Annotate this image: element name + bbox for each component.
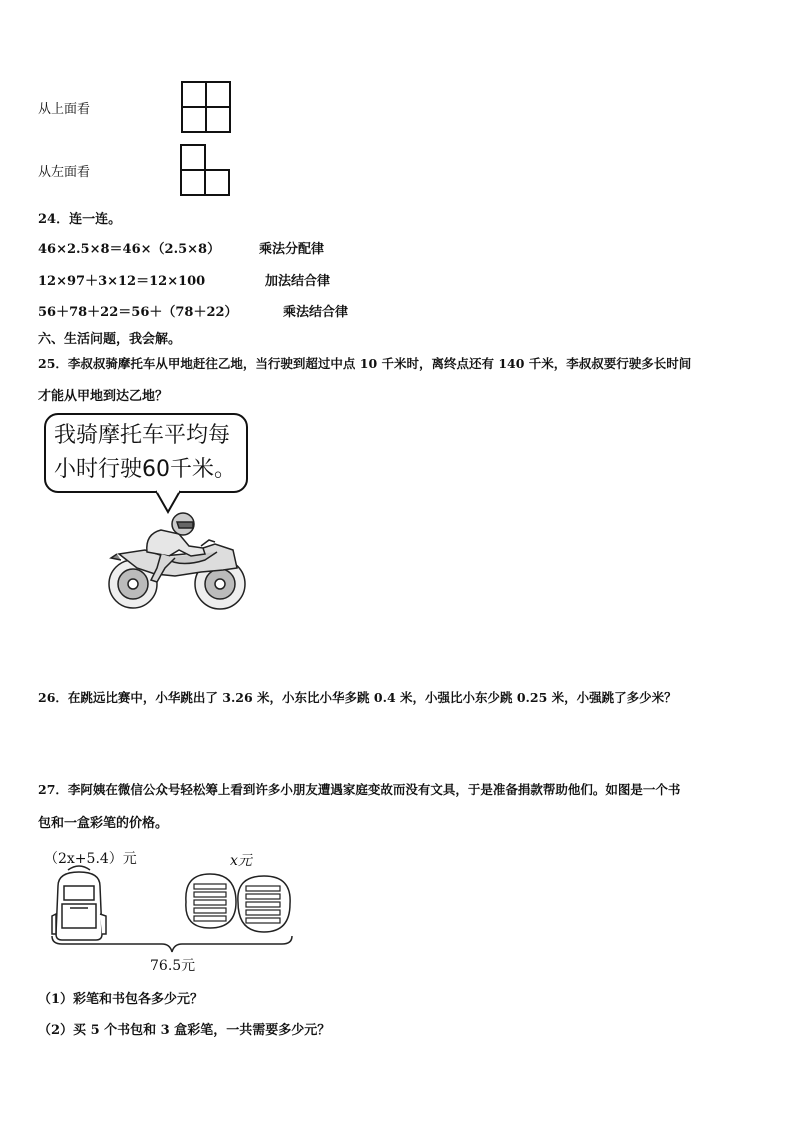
q24-expr-3: 56＋78＋22＝56＋（78＋22） (38, 305, 238, 320)
motorcycle-rider-illustration (105, 510, 250, 612)
total-price-label: 76.5元 (150, 958, 196, 974)
q24-expr-1: 46×2.5×8＝46×（2.5×8） (38, 242, 221, 257)
q24-law-1[interactable]: 乘法分配律 (259, 242, 325, 257)
q25-text-line2: 才能从甲地到达乙地？ (38, 389, 169, 404)
color-pens-box-icon (182, 866, 294, 936)
left-view-figure (180, 144, 230, 196)
q27-sub1: （1）彩笔和书包各多少元？ (38, 992, 204, 1007)
pen-price-label: x元 (230, 853, 252, 869)
bubble-line-1: 我骑摩托车平均每 (54, 423, 231, 448)
q27-text-line2: 包和一盒彩笔的价格。 (38, 816, 169, 831)
q24-expr-2: 12×97＋3×12＝12×100 (38, 274, 206, 289)
q27-sub2: （2）买 5 个书包和 3 盒彩笔，一共需要多少元？ (38, 1023, 331, 1038)
q24-law-3[interactable]: 乘法结合律 (283, 305, 349, 320)
q25-text-line1: 25．李叔叔骑摩托车从甲地赶往乙地，当行驶到超过中点 10 千米时，离终点还有 140 千米，李叔叔要行驶多长时间 (38, 356, 692, 371)
top-view-figure (181, 81, 231, 133)
bubble-line-2: 小时行驶60千米。 (54, 457, 236, 482)
speech-bubble (44, 413, 248, 493)
q26-text: 26．在跳远比赛中，小华跳出了 3.26 米，小东比小华多跳 0.4 米，小强比小东少跳 0.25 米，小强跳了多少米？ (38, 690, 677, 705)
q24-law-2[interactable]: 加法结合律 (265, 274, 331, 289)
bag-price-label: （2x+5.4）元 (44, 851, 137, 867)
total-brace (50, 934, 294, 956)
view-top-label: 从上面看 (38, 102, 91, 117)
view-left-label: 从左面看 (38, 165, 91, 180)
section-6-heading: 六、生活问题，我会解。 (38, 332, 182, 347)
q27-text-line1: 27．李阿姨在微信公众号轻松筹上看到许多小朋友遭遇家庭变故而没有文具，于是准备捐款帮助他们。如图是一个书 (38, 782, 681, 797)
q24-title: 24．连一连。 (38, 212, 122, 227)
backpack-icon (50, 864, 108, 944)
